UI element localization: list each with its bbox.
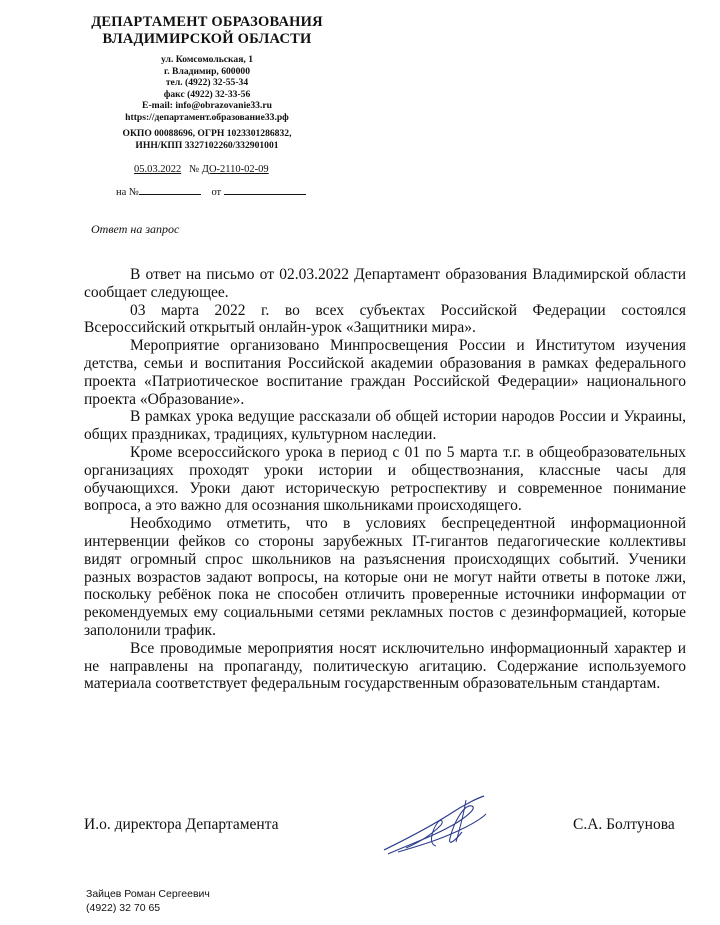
reply-date-blank — [224, 185, 306, 195]
phone: тел. (4922) 32-55-34 — [165, 77, 249, 88]
website: https://департамент.образование33.рф — [125, 111, 289, 123]
signatory-title: И.о. директора Департамента — [84, 816, 279, 833]
letter-body — [84, 266, 686, 693]
reply-reference-line — [116, 185, 306, 198]
executor-phone: (4922) 32 70 65 — [86, 902, 161, 914]
address-street: ул. Комсомольская, 1 — [161, 54, 253, 65]
signatory-name: С.А. Болтунова — [573, 816, 675, 833]
paragraph: Мероприятие организовано Минпросвещения России и Институтом изучения детства, семьи и воспитания Российской академии образования в рамках федерального проекта «Патриотическое воспитание граждан Российской Федерации» национального проекта «Образование». — [84, 337, 686, 408]
registration-number-sign: № — [189, 164, 200, 175]
paragraph: Кроме всероссийского урока в период с 01 по 5 марта т.г. в общеобразовательных организациях проходят уроки истории и обществознания, классные часы для обучающихся. Уроки дают историческую ретроспективу и современное понимание вопроса, а это важно для осознания школьниками происходящего. — [84, 443, 686, 515]
registration-number: ДО-2110-02-09 — [201, 164, 269, 175]
address-city: г. Владимир, 600000 — [163, 65, 250, 77]
reply-from-label: от — [211, 187, 222, 198]
department-name-line2: ВЛАДИМИРСКОЙ ОБЛАСТИ — [102, 31, 312, 47]
subject: Ответ на запрос — [91, 222, 180, 236]
reply-on-label: на № — [116, 187, 139, 198]
okpo-ogrn: ОКПО 00088696, ОГРН 1023301286832, — [122, 128, 292, 139]
email: E-mail: info@obrazovanie33.ru — [142, 100, 272, 111]
fax: факс (4922) 32-33-56 — [163, 88, 251, 100]
letterhead — [82, 14, 332, 151]
paragraph: Все проводимые мероприятия носят исключительно информационный характер и не направлены на пропаганду, политическую агитацию. Содержание используемого материала соответствует федеральным государственным образовательным стандартам. — [84, 639, 686, 693]
executor-block — [86, 887, 210, 915]
paragraph: Необходимо отметить, что в условиях беспрецедентной информационной интервенции фейков со стороны зарубежных IT-гигантов педагогические коллективы видят огромный спрос школьников на разъяснения происходящих событий. Ученики разных возрастов задают вопросы, на которые они не могут найти ответы в потоке лжи, поскольку ребёнок пока не способен отличить проверенные источники информации от рекомендуемых ему социальными сетями рекламных постов с дезинформацией, которые заполонили трафик. — [84, 515, 686, 639]
paragraph: В рамках урока ведущие рассказали об общей истории народов России и Украины, общих праздниках, традициях, культурном наследии. — [84, 408, 686, 444]
registration-line — [134, 164, 269, 175]
executor-name: Зайцев Роман Сергеевич — [86, 888, 210, 900]
department-name-line1: ДЕПАРТАМЕНТ ОБРАЗОВАНИЯ — [91, 14, 323, 30]
reply-number-blank — [139, 185, 201, 195]
paragraph: 03 марта 2022 г. во всех субъектах Российской Федерации состоялся Всероссийский открытый онлайн-урок «Защитники мира». — [84, 301, 686, 337]
registration-date: 05.03.2022 — [134, 164, 182, 175]
paragraph: В ответ на письмо от 02.03.2022 Департамент образования Владимирской области сообщает следующее. — [84, 266, 686, 301]
handwritten-signature — [380, 792, 490, 862]
inn-kpp: ИНН/КПП 3327102260/332901001 — [135, 139, 279, 151]
